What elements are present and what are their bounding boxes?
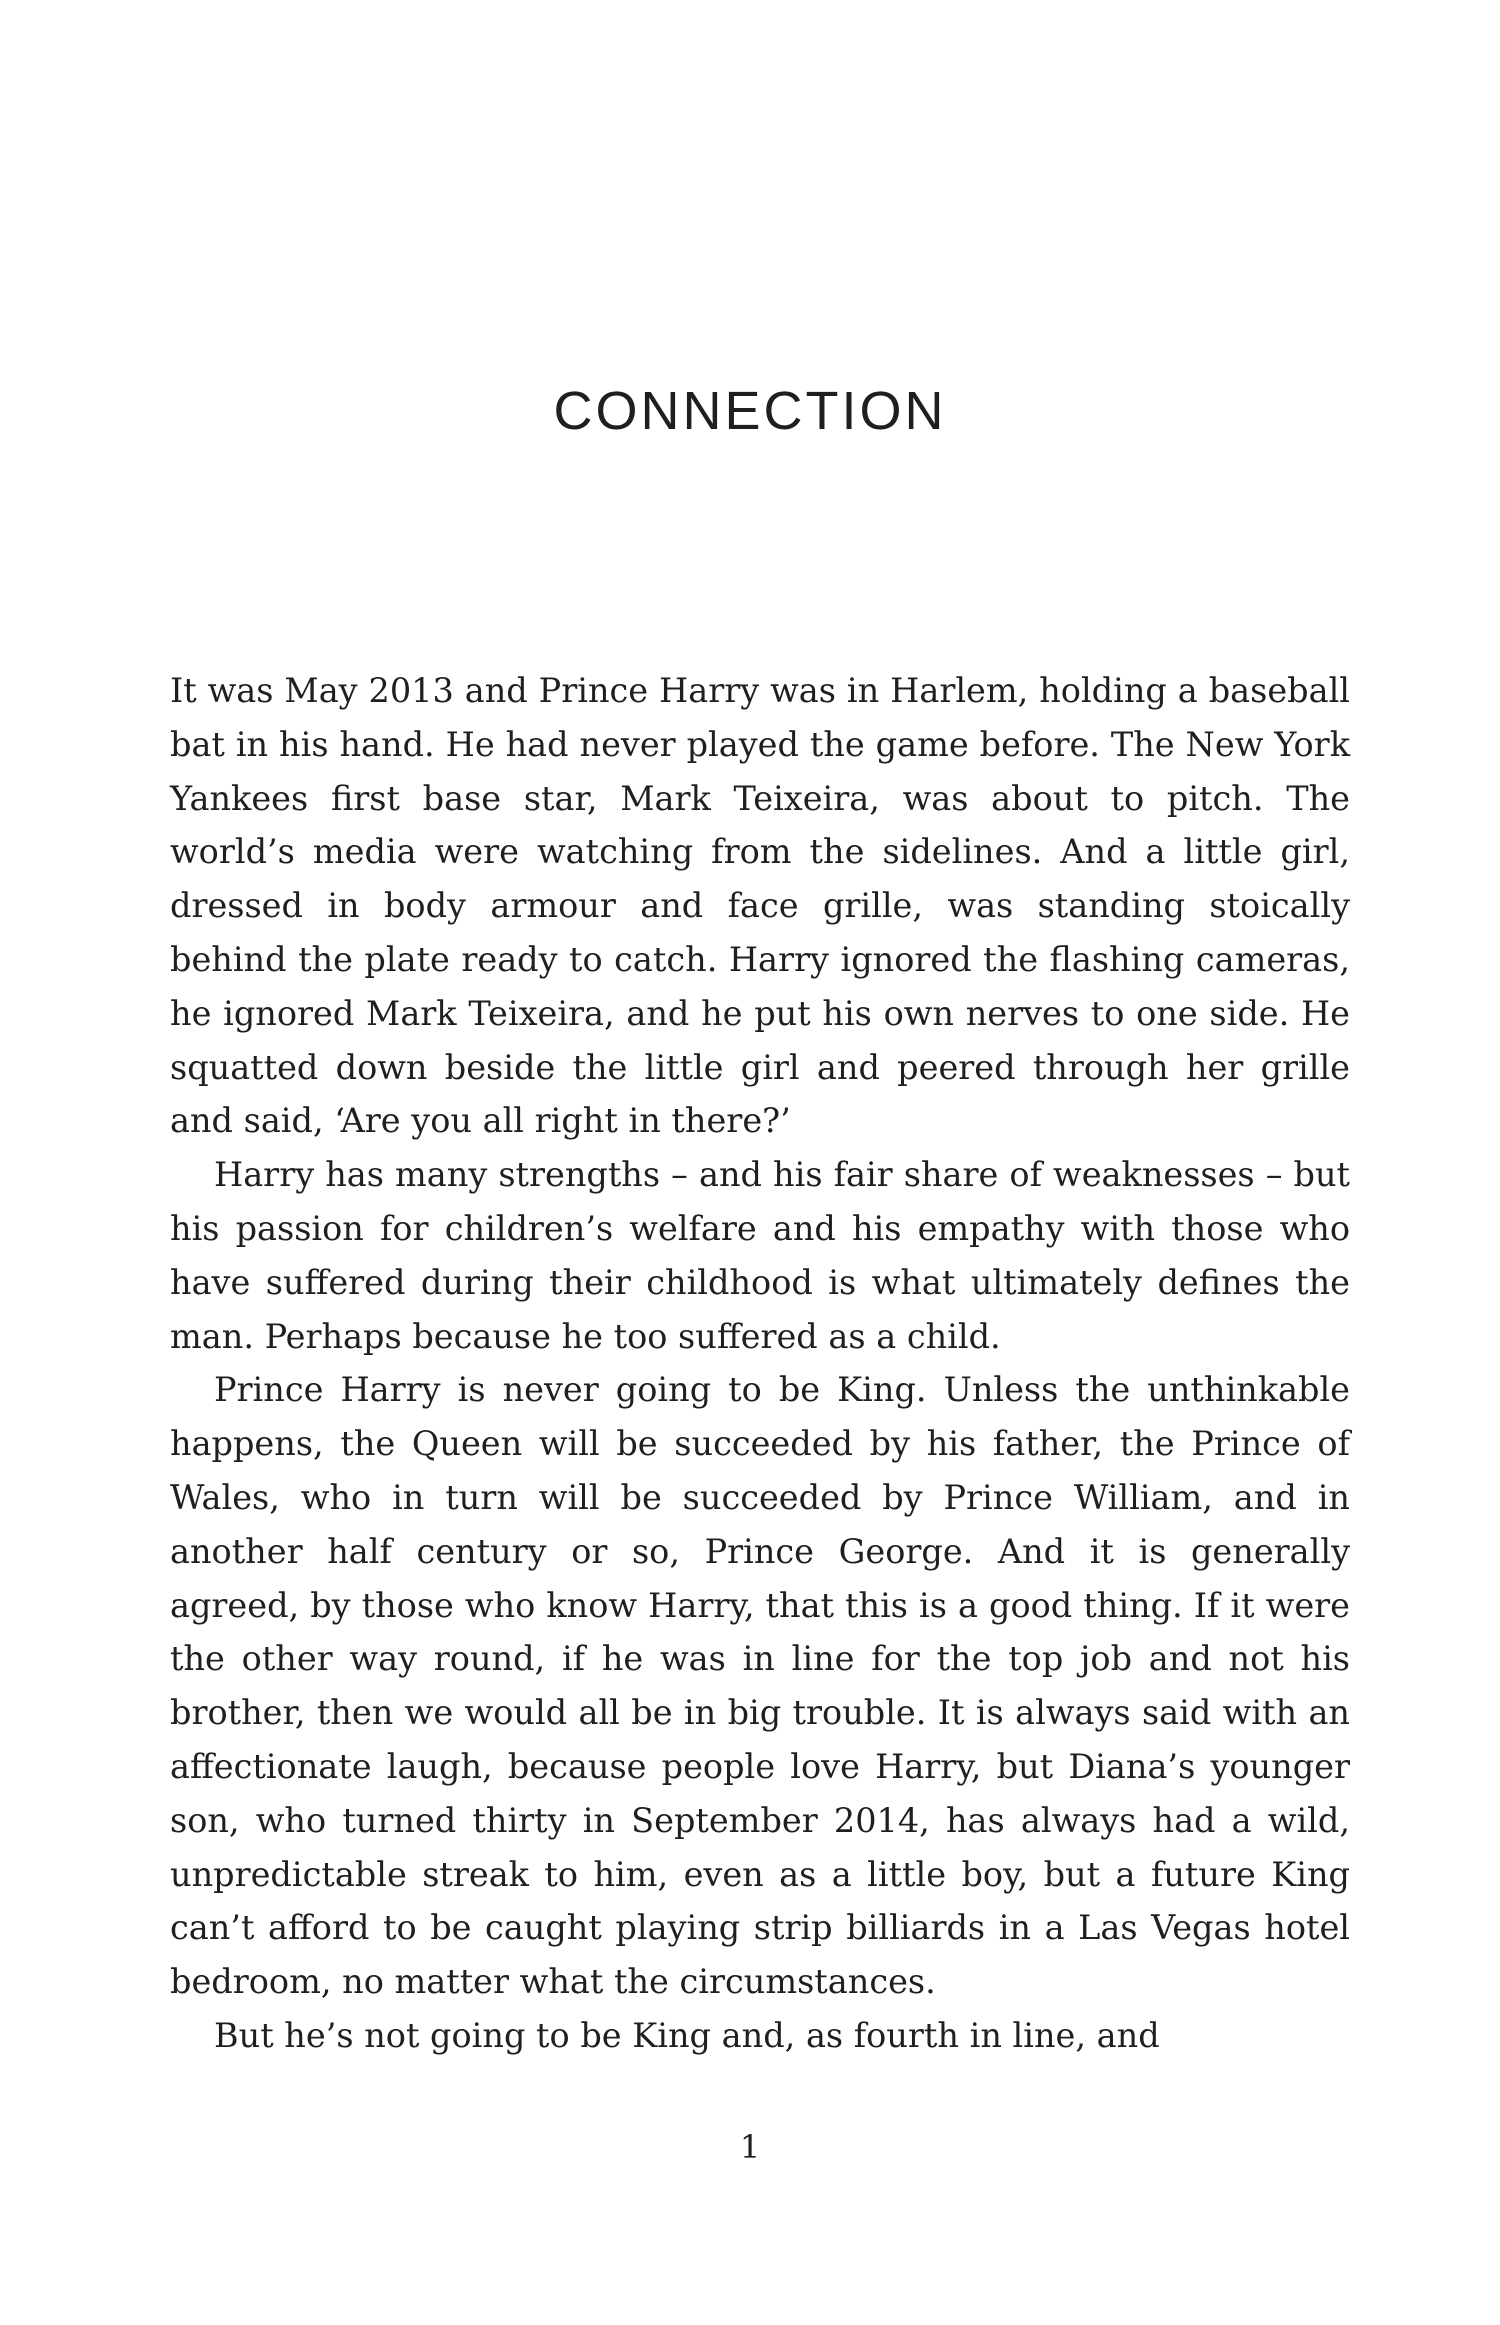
- paragraph: Harry has many strengths – and his fair share of weaknesses – but his passion for children’s welfare and his empathy with those who have suffered during their childhood is what ultimately defines the man. Perhaps because he too suffered as a child.: [170, 1155, 1350, 1356]
- paragraph: It was May 2013 and Prince Harry was in Harlem, holding a baseball bat in his hand. He had never played the game before. The New York Yankees first base star, Mark Teixeira, was about to pitch. The world’s media were watching from the sidelines. And a little girl, dressed in body armour and face grille, was standing stoically behind the plate ready to catch. Harry ignored the flashing cameras, he ignored Mark Teixeira, and he put his own nerves to one side. He squatted down beside the little girl and peered through her grille and said, ‘Are you all right in there?’: [170, 671, 1350, 1141]
- page-number: 1: [739, 2128, 761, 2166]
- chapter-title: CONNECTION: [553, 381, 947, 441]
- paragraph: Prince Harry is never going to be King. Unless the unthinkable happens, the Queen will be succeeded by his father, the Prince of Wales, who in turn will be succeeded by Prince William, and in another half century or so, Prince George. And it is generally agreed, by those who know Harry, that this is a good thing. If it were the other way round, if he was in line for the top job and not his brother, then we would all be in big trouble. It is always said with an affectionate laugh, because people love Harry, but Diana’s younger son, who turned thirty in September 2014, has always had a wild, unpredictable streak to him, even as a little boy, but a future King can’t afford to be caught playing strip billiards in a Las Vegas hotel bedroom, no matter what the circumstances.: [170, 1370, 1350, 2002]
- body-text: [170, 664, 1350, 2063]
- paragraph: But he’s not going to be King and, as fourth in line, and: [214, 2015, 1160, 2055]
